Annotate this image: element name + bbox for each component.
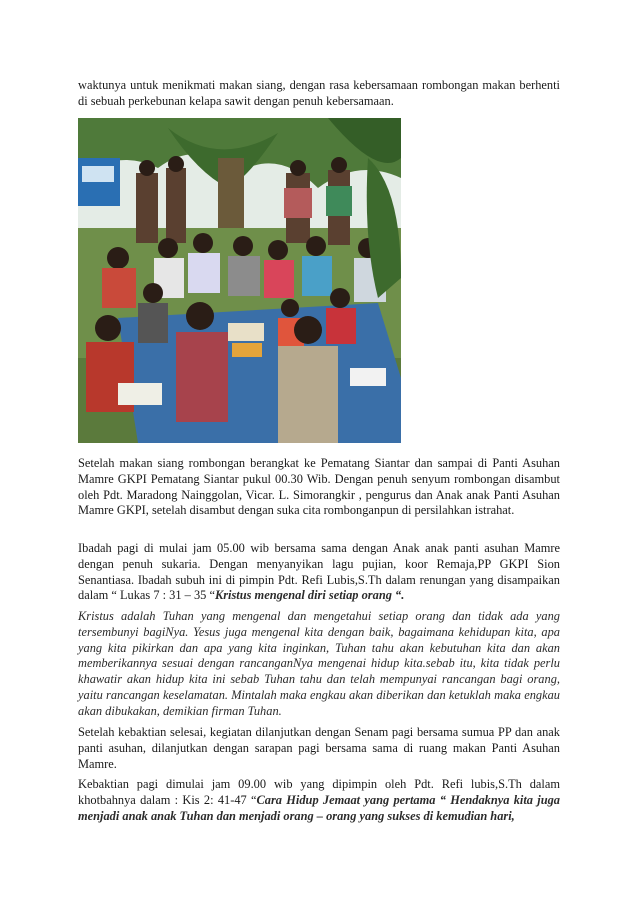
sermon-acts-theme: Cara Hidup Jemaat yang pertama “ Hendaknya kita juga menjadi anak anak Tuhan dan menjadi orang – orang yang sukses di kemudian hari, <box>78 792 560 823</box>
group-photo <box>78 118 401 443</box>
morning-worship-text: Ibadah pagi di mulai jam 05.00 wib bersama sama dengan Anak anak panti asuhan Mamre dengan penuh sukaria. Dengan menyanyikan lagu pujian, koor Remaja,PP GKPI Sion Senantiasa. Ibadah subuh ini di pimpin Pdt. Refi Lubis,S.Th dalam renungan yang disampaikan dalam “ Lukas 7 : 31 – 35 “ <box>78 541 560 603</box>
paragraph-lunch: waktunya untuk menikmati makan siang, dengan rasa kebersamaan rombongan makan berhenti di sebuah perkebunan kelapa sawit dengan penuh kebersamaan. <box>78 78 560 108</box>
paragraph-exercise-breakfast: Setelah kebaktian selesai, kegiatan dilanjutkan dengan Senam pagi bersama sumua PP dan anak panti asuhan, dilanjutkan dengan sarapan pagi bersama sama di ruang makan Panti Asuhan Mamre. <box>78 725 560 771</box>
sermon-acts-text: Kebaktian pagi dimulai jam 09.00 wib yang dipimpin oleh Pdt. Refi lubis,S.Th dalam khotbahnya dalam : Kis 2: 41-47 “ <box>78 777 560 807</box>
paragraph-sermon-acts <box>78 777 560 824</box>
paragraph-morning-worship <box>78 541 560 604</box>
paragraph-sermon-quote: Kristus adalah Tuhan yang mengenal dan mengetahui setiap orang dan tidak ada yang tersembunyi bagiNya. Yesus juga mengenal kita dengan baik, bagaimana kehidupan kita, apa yang kita pikirkan dan apa yang kita inginkan, Tuhan tahu akan kebutuhan kita dan akan memberikannya sesuai dengan rancanganNya mengenai hidup kita.sebab itu, kita tidak perlu khawatir akan hidup kita ini sebab Tuhan tahu dan telah mempunyai rancangan bagi orang, yaitu rancangan keselamatan. Mintalah maka engkau akan diberikan dan ketuklah maka engkau akan dibukakan, demikian firman Tuhan. <box>78 609 560 718</box>
paragraph-arrival: Setelah makan siang rombongan berangkat ke Pematang Siantar dan sampai di Panti Asuhan Mamre GKPI Pematang Siantar pukul 00.30 Wib. Dengan penuh senyum rombongan disambut oleh Pdt. Maradong Nainggolan, Vicar. L. Simorangkir , pengurus dan Anak anak Panti Asuhan Mamre GKPI, setelah disambut dengan suka cita rombonganpun di persilahkan istrahat. <box>78 456 560 518</box>
group-photo-illustration <box>78 118 401 443</box>
morning-worship-theme: Kristus mengenal diri setiap orang “. <box>214 588 405 603</box>
